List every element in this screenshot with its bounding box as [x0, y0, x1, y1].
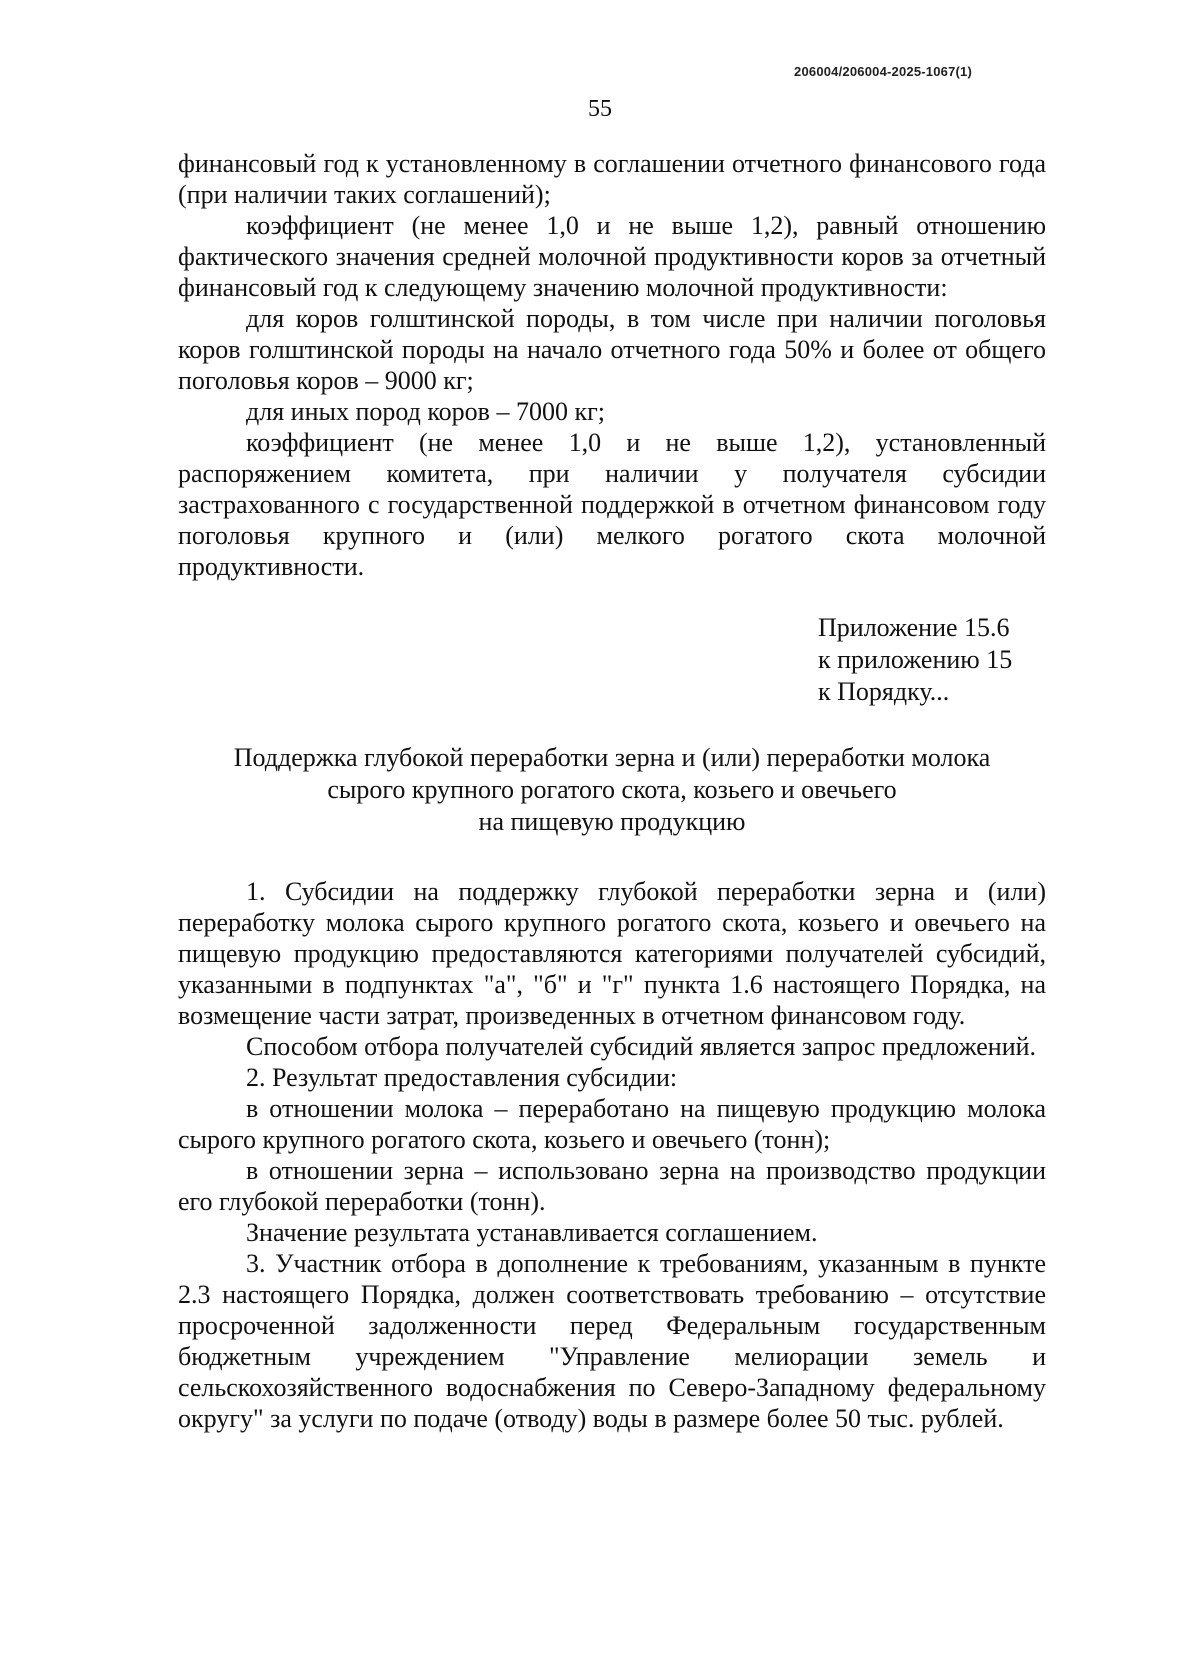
section-title — [178, 742, 1046, 838]
paragraph: коэффициент (не менее 1,0 и не выше 1,2), равный отношению фактического значения средней молочной продуктивности коров за отчетный финансовый год к следующему значению молочной продуктивности: — [178, 211, 1046, 302]
appendix-line: к приложению 15 — [818, 645, 1013, 674]
paragraph: Способом отбора получателей субсидий является запрос предложений. — [246, 1032, 1037, 1061]
appendix-reference — [818, 612, 1046, 708]
document-id: 206004/206004-2025-1067(1) — [794, 64, 972, 79]
paragraph: 3. Участник отбора в дополнение к требованиям, указанным в пункте 2.3 настоящего Порядка, должен соответствовать требованию – отсутствие просроченной задолженности перед Федеральным государственным бюджетным учреждением "Управление мелиорации земель и сельскохозяйственного водоснабжения по Северо-Западному федеральному округу" за услуги по подаче (отводу) воды в размере более 50 тыс. рублей. — [178, 1249, 1046, 1433]
paragraph: для иных пород коров – 7000 кг; — [246, 397, 605, 426]
paragraph: 2. Результат предоставления субсидии: — [246, 1063, 678, 1092]
appendix-line: Приложение 15.6 — [818, 613, 1010, 642]
paragraph: в отношении молока – переработано на пищевую продукцию молока сырого крупного рогатого скота, козьего и овечьего (тонн); — [178, 1094, 1046, 1154]
paragraph: 1. Субсидии на поддержку глубокой переработки зерна и (или) переработку молока сырого крупного рогатого скота, козьего и овечьего на пищевую продукцию предоставляются категориями получателей субсидий, указанными в подпунктах "а", "б" и "г" пункта 1.6 настоящего Порядка, на возмещение части затрат, произведенных в отчетном финансовом году. — [178, 877, 1046, 1030]
paragraph: для коров голштинской породы, в том числе при наличии поголовья коров голштинской породы на начало отчетного года 50% и более от общего поголовья коров – 9000 кг; — [178, 304, 1046, 395]
title-line: Поддержка глубокой переработки зерна и (или) переработки молока — [233, 743, 991, 772]
paragraph: финансовый год к установленному в соглашении отчетного финансового года (при наличии таких соглашений); — [178, 149, 1046, 209]
appendix-line: к Порядку... — [818, 677, 950, 706]
document-body — [178, 148, 1046, 1434]
page-number: 55 — [588, 96, 612, 122]
title-line: на пищевую продукцию — [478, 807, 746, 836]
paragraph: Значение результата устанавливается соглашением. — [246, 1218, 818, 1247]
paragraph: коэффициент (не менее 1,0 и не выше 1,2), установленный распоряжением комитета, при наличии у получателя субсидии застрахованного с государственной поддержкой в отчетном финансовом году поголовья крупного и (или) мелкого рогатого скота молочной продуктивности. — [178, 428, 1046, 581]
paragraph: в отношении зерна – использовано зерна на производство продукции его глубокой переработки (тонн). — [178, 1156, 1046, 1216]
title-line: сырого крупного рогатого скота, козьего и овечьего — [327, 775, 897, 804]
